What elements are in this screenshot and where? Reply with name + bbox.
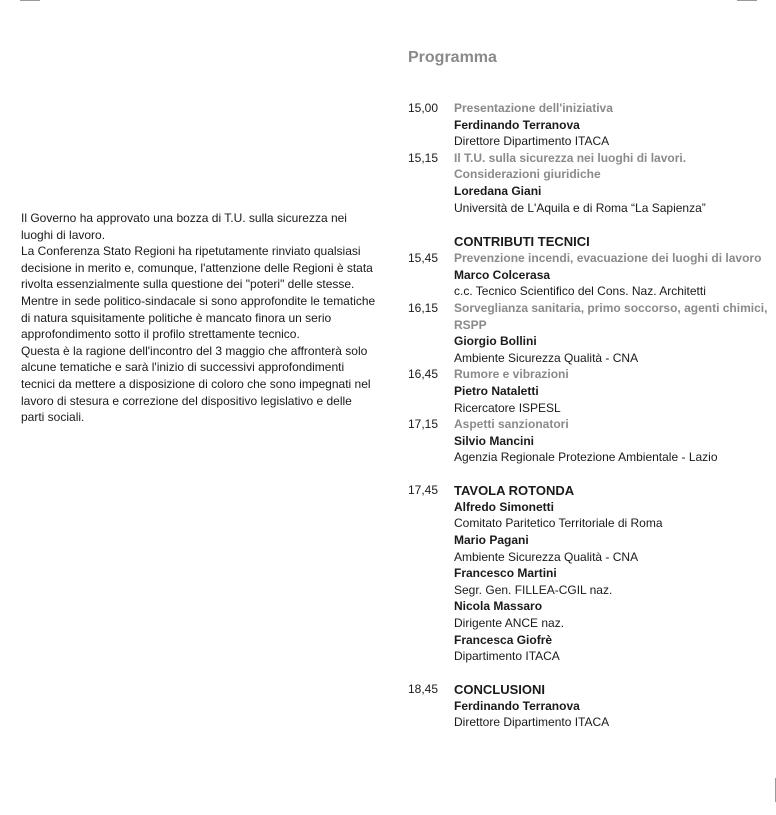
speaker-name: Nicola Massaro bbox=[454, 599, 543, 614]
intro-paragraph: Questa è la ragione dell'incontro del 3 maggio che affronterà solo alcune tematiche e sarà l'inizio di successivi approfondimenti tecnici da mettere a disposizione di coloro che sono impegnati nel lavoro di stesura e correzione del dispositivo legislativo e delle parti sociali. bbox=[21, 343, 371, 425]
speaker-role: Ambiente Sicurezza Qualità - CNA bbox=[454, 350, 639, 365]
speaker-role: Segr. Gen. FILLEA-CGIL naz. bbox=[454, 582, 613, 597]
section-heading: TAVOLA ROTONDA bbox=[454, 482, 575, 498]
intro-paragraph: Il Governo ha approvato una bozza di T.U. sulla sicurezza nei luoghi di lavoro. bbox=[21, 211, 347, 242]
speaker-role: c.c. Tecnico Scientifico del Cons. Naz. Architetti bbox=[454, 284, 706, 299]
entry-topic: Rumore e vibrazioni bbox=[454, 367, 569, 382]
programma-title: Programma bbox=[408, 49, 497, 66]
speaker-name: Pietro Nataletti bbox=[454, 383, 539, 398]
entry-time: 16,45 bbox=[408, 367, 439, 382]
intro-paragraph: La Conferenza Stato Regioni ha ripetutamente rinviato qualsiasi decisione in merito e, comunque, l'attenzione delle Regioni è stata rivolta essenzialmente sulla questione dei "poteri" delle stesse. bbox=[21, 244, 373, 292]
schedule-entry bbox=[408, 300, 768, 366]
schedule-entry bbox=[408, 416, 768, 466]
entry-time: 16,15 bbox=[408, 300, 439, 315]
speaker-role: Ricercatore ISPESL bbox=[454, 400, 561, 415]
speaker-name: Mario Pagani bbox=[454, 533, 529, 548]
schedule-entry bbox=[408, 150, 768, 216]
speaker-role: Agenzia Regionale Protezione Ambientale - Lazio bbox=[454, 450, 718, 465]
speaker-name: Giorgio Bollini bbox=[454, 334, 537, 349]
section-heading: CONTRIBUTI TECNICI bbox=[454, 234, 590, 250]
speaker-name: Alfredo Simonetti bbox=[454, 499, 555, 514]
entry-time: 18,45 bbox=[408, 681, 439, 696]
program-schedule bbox=[408, 100, 768, 731]
schedule-entry bbox=[408, 366, 768, 416]
entry-topic: Presentazione dell'iniziativa bbox=[454, 101, 613, 115]
schedule-entry bbox=[408, 250, 768, 300]
speaker-name: Loredana Giani bbox=[454, 183, 542, 198]
entry-topic: Prevenzione incendi, evacuazione dei luoghi di lavoro bbox=[454, 251, 762, 266]
entry-time: 17,15 bbox=[408, 417, 439, 432]
speaker-role: Direttore Dipartimento ITACA bbox=[454, 715, 610, 730]
entry-topic: Aspetti sanzionatori bbox=[454, 417, 569, 432]
speaker-name: Francesca Giofrè bbox=[454, 632, 553, 647]
section-heading: CONCLUSIONI bbox=[454, 681, 545, 697]
entry-time: 15,15 bbox=[408, 150, 439, 165]
speaker-role: Dirigente ANCE naz. bbox=[454, 616, 565, 631]
speaker-role: Università de L'Aquila e di Roma “La Sapienza” bbox=[454, 200, 706, 215]
speaker-role: Ambiente Sicurezza Qualità - CNA bbox=[454, 549, 639, 564]
speaker-name: Silvio Mancini bbox=[454, 433, 535, 448]
speaker-name: Ferdinando Terranova bbox=[454, 117, 580, 132]
entry-time: 17,45 bbox=[408, 482, 439, 497]
schedule-entry bbox=[408, 100, 768, 150]
crop-mark bbox=[737, 0, 757, 1]
speaker-name: Marco Colcerasa bbox=[454, 267, 551, 282]
speaker-name: Francesco Martini bbox=[454, 566, 557, 581]
entry-time: 15,00 bbox=[408, 101, 439, 115]
tavola-rotonda bbox=[408, 482, 768, 665]
entry-time: 15,45 bbox=[408, 251, 439, 266]
intro-paragraph: Mentre in sede politico-sindacale si sono approfondite le tematiche di natura squisitamente politiche è mancato finora un serio approfondimento sotto il profilo strettamente tecnico. bbox=[21, 293, 376, 342]
entry-topic: Il T.U. sulla sicurezza nei luoghi di lavori. Considerazioni giuridiche bbox=[454, 150, 687, 182]
entry-topic: Sorveglianza sanitaria, primo soccorso, agenti chimici, RSPP bbox=[454, 300, 768, 332]
speaker-role: Direttore Dipartimento ITACA bbox=[454, 134, 610, 149]
speaker-role: Dipartimento ITACA bbox=[454, 649, 560, 664]
intro-text bbox=[21, 210, 376, 426]
speaker-name: Ferdinando Terranova bbox=[454, 698, 580, 713]
speaker-role: Comitato Paritetico Territoriale di Roma bbox=[454, 516, 663, 531]
section-heading-row bbox=[408, 233, 768, 250]
conclusioni bbox=[408, 681, 768, 731]
crop-mark bbox=[20, 0, 40, 1]
